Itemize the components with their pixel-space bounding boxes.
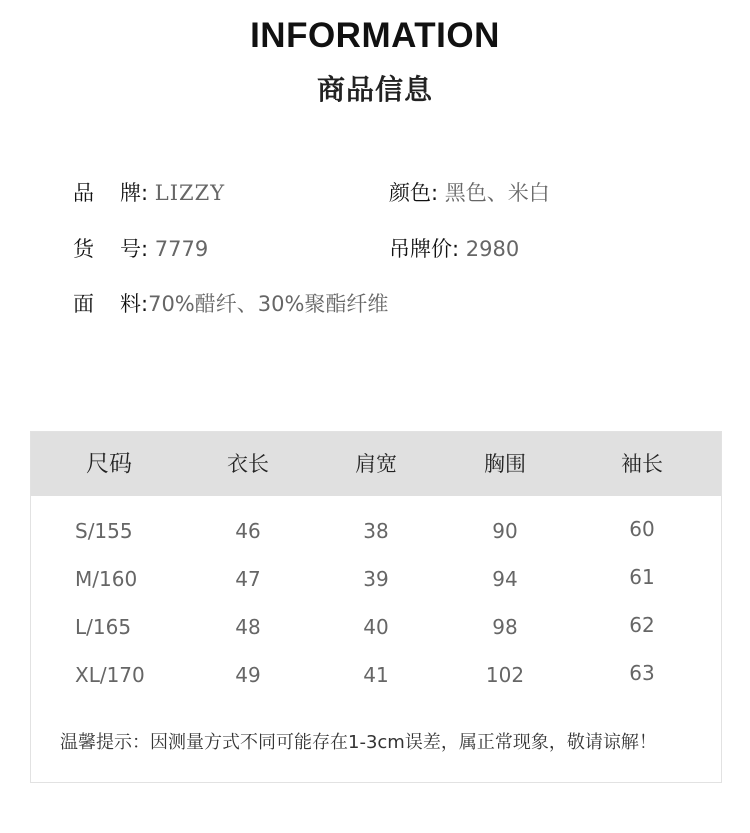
shoulder-cell: 39 <box>363 567 389 591</box>
measurement-note: 温馨提示：因测量方式不同可能存在1-3cm误差，属正常现象，敬请谅解！ <box>60 732 657 753</box>
fabric-label-b: 料: <box>120 292 149 316</box>
size-cell: S/155 <box>75 519 133 543</box>
info-fabric <box>73 290 388 318</box>
sleeve-cell: 61 <box>629 565 655 589</box>
fabric-label-a: 面 <box>73 292 94 316</box>
tag-price-label: 吊牌价: <box>389 237 460 261</box>
brand-label-b: 牌: <box>120 181 149 205</box>
size-cell: L/165 <box>75 615 132 639</box>
length-cell: 47 <box>235 567 261 591</box>
header-length: 衣长 <box>227 452 269 476</box>
bust-cell: 94 <box>492 567 518 591</box>
header-size: 尺码 <box>86 451 132 477</box>
header-bust: 胸围 <box>484 452 526 476</box>
fabric-value: 70%醋纤、30%聚酯纤维 <box>148 292 389 316</box>
bust-cell: 102 <box>485 663 525 687</box>
item-no-value: 7779 <box>154 237 209 261</box>
brand-label-a: 品 <box>73 181 94 205</box>
item-no-label-b: 号: <box>120 237 149 261</box>
info-brand <box>73 179 225 207</box>
header-shoulder: 肩宽 <box>355 452 397 476</box>
color-label: 颜色: <box>389 181 439 205</box>
tag-price-value: 2980 <box>465 237 520 261</box>
length-cell: 49 <box>235 663 261 687</box>
bust-cell: 98 <box>492 615 518 639</box>
length-cell: 48 <box>235 615 261 639</box>
size-chart <box>30 431 722 783</box>
sleeve-cell: 60 <box>629 517 655 541</box>
info-tag-price <box>389 235 519 263</box>
info-color <box>389 179 550 207</box>
brand-value: LIZZY <box>154 181 226 205</box>
shoulder-cell: 40 <box>363 615 389 639</box>
shoulder-cell: 38 <box>363 519 389 543</box>
page-title-en: INFORMATION <box>250 16 500 55</box>
info-item-no <box>73 235 208 263</box>
size-cell: XL/170 <box>75 663 145 687</box>
header-sleeve: 袖长 <box>621 452 663 476</box>
color-value: 黑色、米白 <box>444 181 550 205</box>
page-title-cn: 商品信息 <box>316 73 433 106</box>
bust-cell: 90 <box>492 519 518 543</box>
size-chart-header <box>31 432 721 496</box>
length-cell: 46 <box>235 519 261 543</box>
sleeve-cell: 63 <box>629 661 655 685</box>
size-cell: M/160 <box>75 567 138 591</box>
item-no-label-a: 货 <box>73 237 94 261</box>
sleeve-cell: 62 <box>629 613 655 637</box>
shoulder-cell: 41 <box>363 663 389 687</box>
